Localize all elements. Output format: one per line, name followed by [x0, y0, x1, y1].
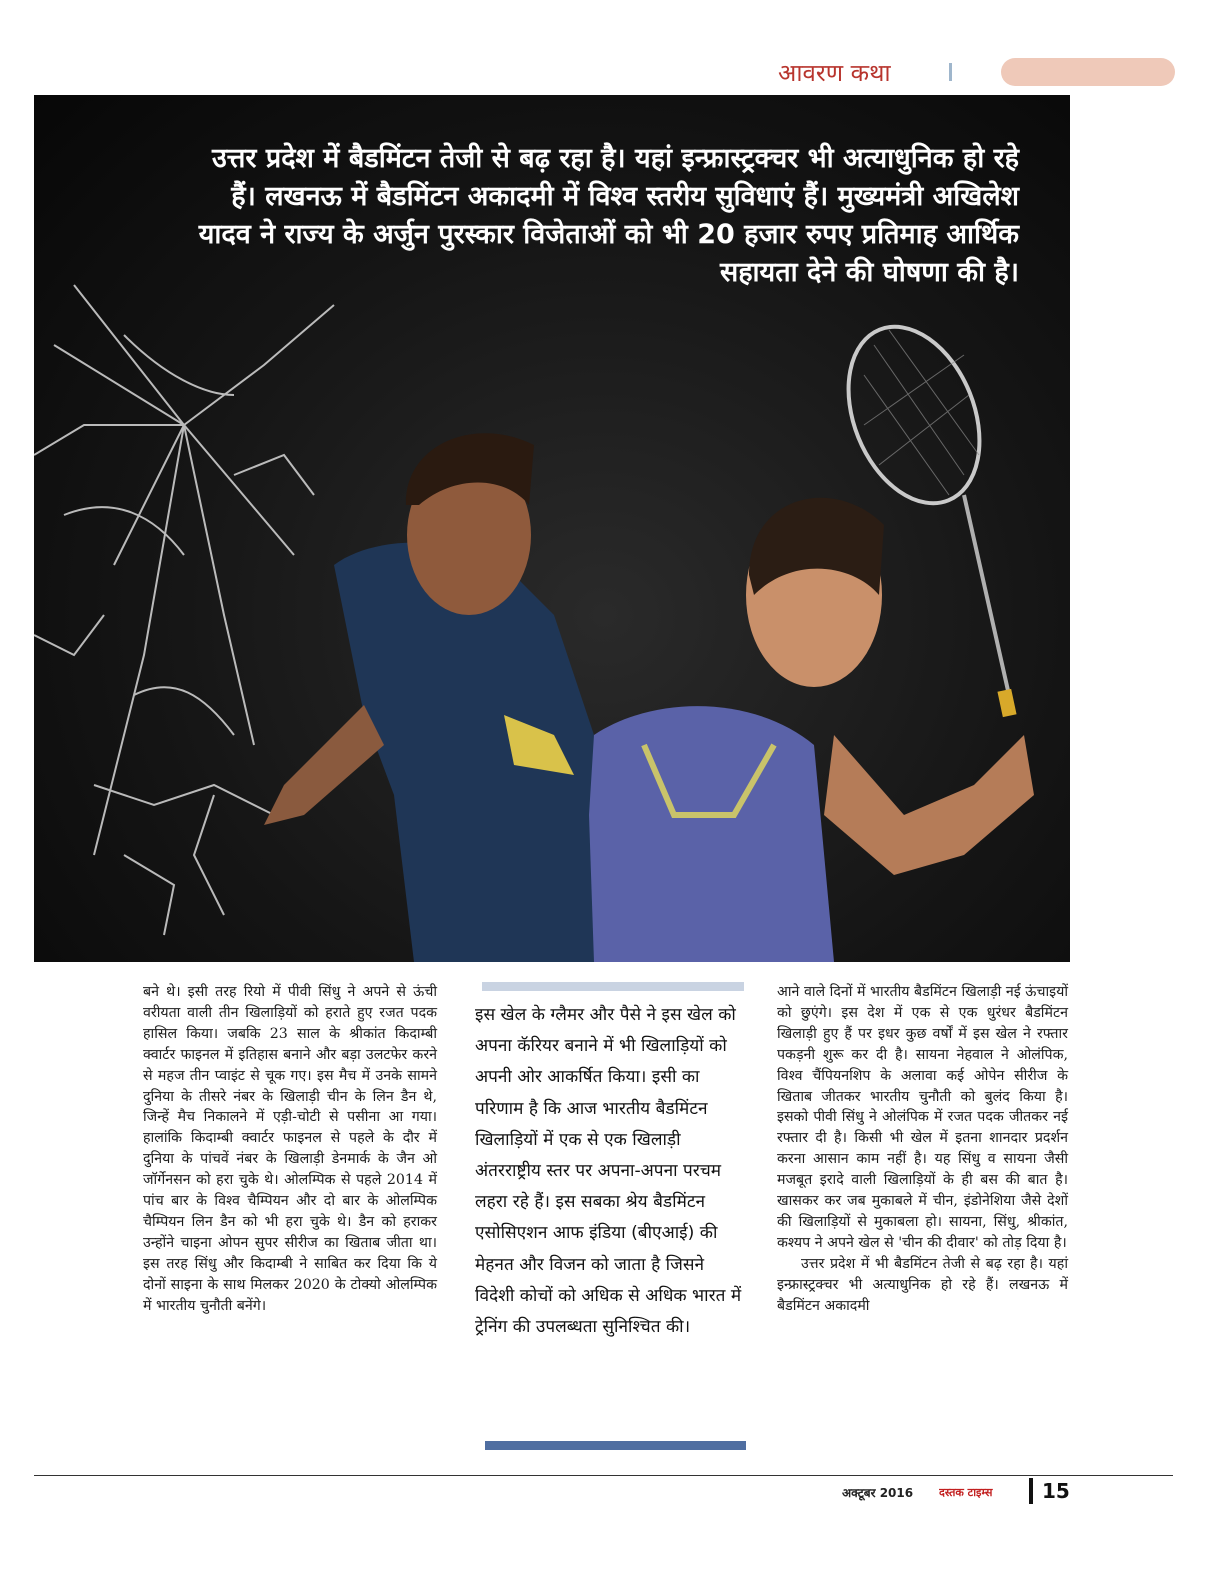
page-number: 15	[1042, 1479, 1070, 1503]
magazine-logo: दस्तक टाइम्स	[939, 1486, 993, 1499]
male-player-icon	[264, 433, 604, 962]
article-paragraph: आने वाले दिनों में भारतीय बैडमिंटन खिलाड़ी नई ऊंचाइयों को छुएंगे। इस देश में एक से एक धुरंधर बैडमिंटन खिलाड़ी हुए हैं पर इधर कुछ वर्षों में इस खेल ने रफ्तार पकड़नी शुरू कर दी है। सायना नेहवाल ने ओलंपिक, विश्व चैंपियनशिप के अलावा कई ओपेन सीरीज के खिताब जीतकर भारतीय चुनौती को बुलंद किया है। इसको पीवी सिंधु ने ओलंपिक में रजत पदक जीतकर नई रफ्तार दी है। किसी भी खेल में इतना शानदार प्रदर्शन करना आसान काम नहीं है। यह सिंधु व सायना जैसी मजबूत इरादे वाली खिलाड़ियों के ही बस की बात है। खासकर कर जब मुकाबले में चीन, इंडोनेशिया जैसे देशों की खिलाड़ियों से मुकाबला हो। सायना, सिंधु, श्रीकांत, कश्यप ने अपने खेल से 'चीन की दीवार' को तोड़ दिया है।	[777, 984, 1068, 1251]
article-paragraph: बने थे। इसी तरह रियो में पीवी सिंधु ने अपने से ऊंची वरीयता वाली तीन खिलाड़ियों को हराते हुए रजत पदक हासिल किया। जबकि 23 साल के श्रीकांत किदाम्बी क्वार्टर फाइनल में इतिहास बनाने और बड़ा उलटफेर करने से महज तीन प्वाइंट से चूक गए। इस मैच में उनके सामने दुनिया के तीसरे नंबर के खिलाड़ी चीन के लिन डैन थे, जिन्हें मैच निकालने में एड़ी-चोटी से पसीना आ गया। हालांकि किदाम्बी क्वार्टर फाइनल से पहले के दौर में दुनिया के पांचवें नंबर के खिलाड़ी डेनमार्क के जैन ओ जॉर्गेनसन को हरा चुके थे। ओलम्पिक से पहले 2014 में पांच बार के विश्व चैम्पियन और दो बार के ओलम्पिक चैम्पियन लिन डैन को भी हरा चुके थे। डैन को हराकर उन्होंने चाइना ओपन सुपर सीरीज का खिताब जीता था। इस तरह सिंधु और किदाम्बी ने साबित कर दिया कि ये दोनों साइना के साथ मिलकर 2020 के टोक्यो ओलम्पिक में भारतीय चुनौती बनेंगे।	[143, 984, 437, 1314]
footer-date: अक्टूबर 2016	[842, 1486, 914, 1500]
article-column-left	[143, 982, 437, 1317]
article-column-right	[777, 982, 1068, 1317]
section-label: आवरण कथा	[778, 59, 891, 87]
female-player-icon	[589, 498, 1034, 962]
footer-rule	[34, 1475, 1173, 1476]
article-paragraph: उत्तर प्रदेश में भी बैडमिंटन तेजी से बढ़ रहा है। यहां इन्फ्रास्ट्रक्चर भी अत्याधुनिक हो रहे हैं। लखनऊ में बैडमिंटन अकादमी	[777, 1255, 1068, 1314]
footer-bar	[1029, 1478, 1033, 1504]
pullquote: इस खेल के ग्लैमर और पैसे ने इस खेल को अपना कॅरियर बनाने में भी खिलाड़ियों को अपनी ओर आकर्षित किया। इसी का परिणाम है कि आज भारतीय बैडमिंटन खिलाड़ियों में एक से एक खिलाड़ी अंतरराष्ट्रीय स्तर पर अपना-अपना परचम लहरा रहे हैं। इस सबका श्रेय बैडमिंटन एसोसिएशन आफ इंडिया (बीएआई) की मेहनत और विजन को जाता है जिसने विदेशी कोचों को अधिक से अधिक भारत में ट्रेनिंग की उपलब्धता सुनिश्चित की।	[475, 1005, 742, 1338]
header-divider	[949, 63, 952, 81]
header-pill	[1001, 58, 1175, 86]
pullquote-bar-top	[482, 982, 744, 991]
pullquote-bar-bottom	[485, 1441, 746, 1450]
hero-caption: उत्तर प्रदेश में बैडमिंटन तेजी से बढ़ रहा है। यहां इन्फ्रास्ट्रक्चर भी अत्याधुनिक हो रहे हैं। लखनऊ में बैडमिंटन अकादमी में विश्व स्तरीय सुविधाएं हैं। मुख्यमंत्री अखिलेश यादव ने राज्य के अर्जुन पुरस्कार विजेताओं को भी 20 हजार रुपए प्रतिमाह आर्थिक सहायता देने की घोषणा की है।	[198, 143, 1019, 288]
hero-image	[34, 95, 1070, 962]
shattered-glass-icon	[34, 285, 334, 935]
